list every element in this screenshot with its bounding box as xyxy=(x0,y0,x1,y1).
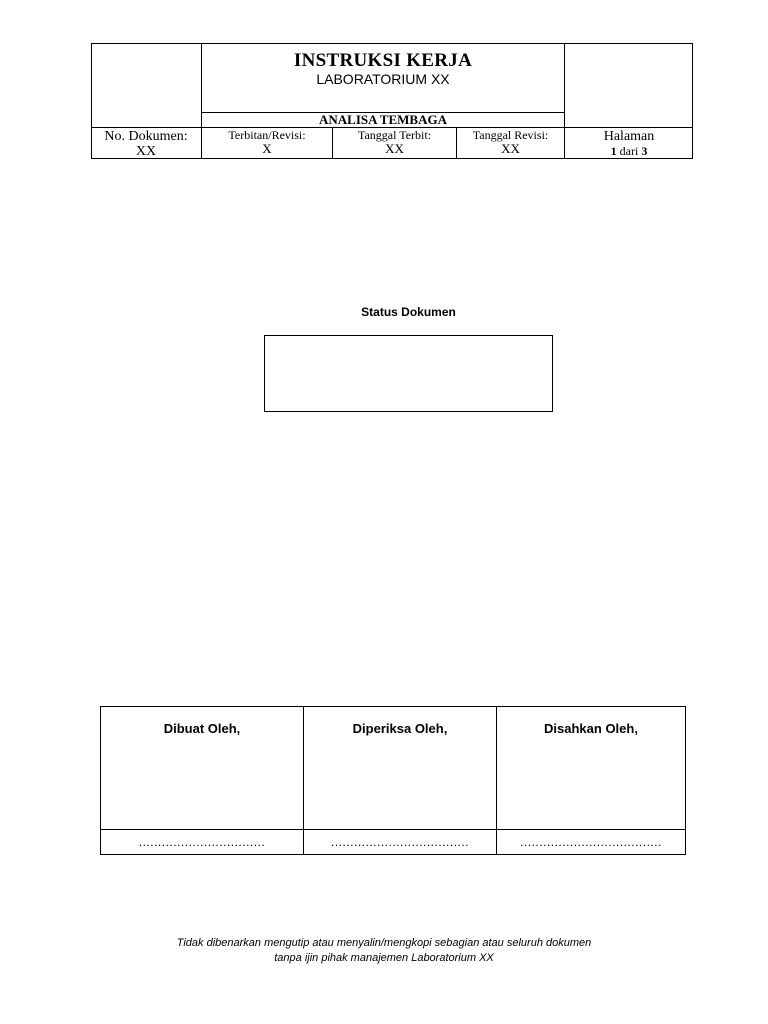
revision-date-value: XX xyxy=(501,141,520,156)
issue-date-cell xyxy=(333,129,456,155)
checked-by-signature-line: .................................... xyxy=(330,835,470,849)
doc-number-label: No. Dokumen: xyxy=(104,129,188,144)
signature-divider xyxy=(100,829,686,830)
page-separator: dari xyxy=(619,144,639,158)
revision-label: Terbitan/Revisi: xyxy=(228,128,306,142)
document-subtitle: LABORATORIUM XX xyxy=(316,71,450,87)
document-title: INSTRUKSI KERJA xyxy=(293,50,473,71)
page-total: 3 xyxy=(641,144,648,158)
analysis-title: ANALISA TEMBAGA xyxy=(319,112,447,127)
issue-date-label: Tanggal Terbit: xyxy=(357,128,432,142)
made-by-signature-line: ................................. xyxy=(138,835,266,849)
issue-date-value: XX xyxy=(385,141,404,156)
approved-by-label: Disahkan Oleh, xyxy=(544,721,638,736)
footer-line-1: Tidak dibenarkan mengutip atau menyalin/mengkopi sebagian atau seluruh dokumen xyxy=(176,937,592,949)
status-box xyxy=(264,335,553,412)
approved-by-signature-line: ..................................... xyxy=(520,835,662,849)
doc-number-cell xyxy=(91,129,201,159)
revision-date-cell xyxy=(457,129,564,155)
footer-line-2: tanpa ijin pihak manajemen Laboratorium XX xyxy=(274,952,494,964)
page-cell xyxy=(565,129,693,159)
page-indicator xyxy=(565,144,693,159)
revision-date-label: Tanggal Revisi: xyxy=(472,128,549,142)
page-current: 1 xyxy=(610,144,617,158)
doc-number-value: XX xyxy=(135,144,157,159)
page-label: Halaman xyxy=(603,129,655,144)
made-by-label: Dibuat Oleh, xyxy=(163,721,241,736)
revision-value: X xyxy=(262,141,272,156)
checked-by-label: Diperiksa Oleh, xyxy=(352,721,448,736)
status-title: Status Dokumen xyxy=(361,305,456,319)
revision-cell xyxy=(202,129,332,155)
